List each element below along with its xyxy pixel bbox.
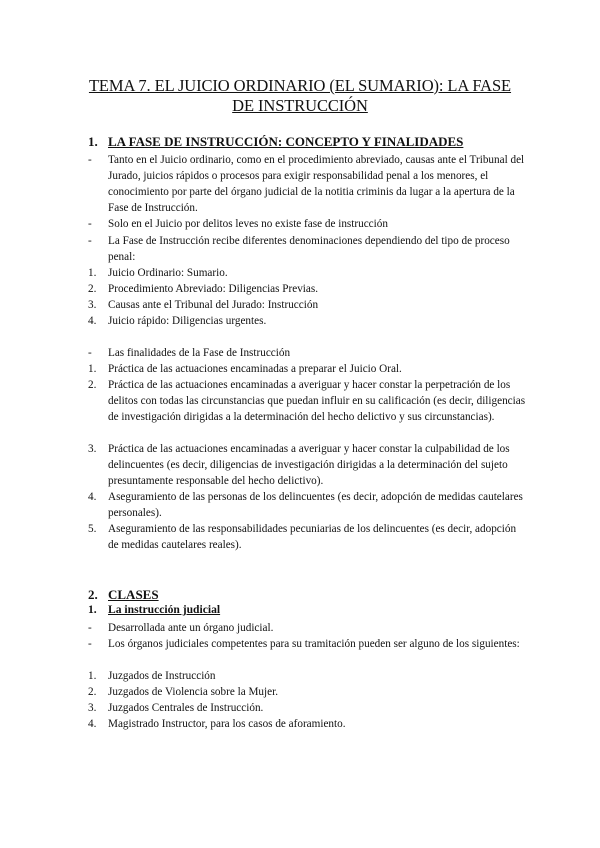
bullet-text: Tanto en el Juicio ordinario, como en el procedimiento abreviado, causas ante el Tribunal del Jurado, juicios rápidos o procesos para exigir responsabilidad penal a los menores, el conocimiento por parte del órgano judicial de la notitia criminis da lugar a la apertura de la Fase de Instrucción.	[108, 154, 525, 214]
bullet-text: Solo en el Juicio por delitos leves no existe fase de instrucción	[108, 218, 388, 230]
section-2-number: 2.	[88, 587, 98, 602]
bullet-text: La Fase de Instrucción recibe diferentes denominaciones dependiendo del tipo de proceso penal:	[108, 235, 510, 263]
section-1-title: LA FASE DE INSTRUCCIÓN: CONCEPTO Y FINALIDADES	[108, 134, 464, 149]
document-title	[60, 76, 540, 116]
title-line-2: DE INSTRUCCIÓN	[232, 96, 368, 115]
title-line-1: TEMA 7. EL JUICIO ORDINARIO (EL SUMARIO): LA FASE	[88, 76, 512, 95]
section-2-title: CLASES	[108, 587, 159, 602]
section-1-number: 1.	[88, 134, 98, 149]
document-page: TEMA 7. EL JUICIO ORDINARIO (EL SUMARIO): LA FASE DE INSTRUCCIÓN 1. LA FASE DE INSTRUCCIÓN: CONCEPTO Y FINALIDADES - Tanto en el Juicio ordinario, como en el procedimiento abreviado, causas ante el Tribunal del Jurado, juicios rápidos o procesos para exigir responsabilidad penal a los menores, el conocimiento por parte del órgano judicial de la notitia criminis da lugar a la apertura de la Fase de Instrucción. - Solo en el Juicio por delitos leves no existe fase de instrucción - La Fase de Instrucción recibe diferentes denominaciones dependiendo del tipo de proceso penal: 1. Juicio Ordinario: Sumario. 2. Procedimiento Abreviado: Diligencias Previas. 3. Causas ante el Tribunal del Jurado: Instrucción 4. Juicio rápido: Diligencias urgentes. - Las finalidades de la Fase de Instrucción 1. Práctica de las actuaciones encaminadas a preparar el Juicio Oral. 2. Práctica de las actuaciones encaminadas a averiguar y hacer constar la perpetración de los delitos con todas las circunstancias que puedan influir en su calificación (es decir, diligencias de investigación dirigidas a la determinación del hecho delictivo y sus circunstancias). 3. Práctica de las actuaciones encaminadas a averiguar y hacer constar la culpabilidad de los delincuentes (es decir, diligencias de investigación dirigidas a la determinación del sujeto presuntamente responsable del hecho delictivo). 4. Aseguramiento de las personas de los delincuentes (es decir, adopción de medidas cautelares personales). 5. Aseguramiento de las responsabilidades pecuniarias de los delincuentes (es decir, adopción de medidas cautelares reales). 2. CLASES 1. La instrucción judicial - Desarrollada ante un órgano judicial. - Los órganos judiciales competentes para su tramitación pueden ser alguno de los siguientes: 1. Juzgados de Instrucción 2. Juzgados de Violencia sobre la Mujer. 3. Juzgados Centrales de Instrucción. 4. Magistrado Instructor, para los casos de aforamiento.	[0, 0, 600, 848]
